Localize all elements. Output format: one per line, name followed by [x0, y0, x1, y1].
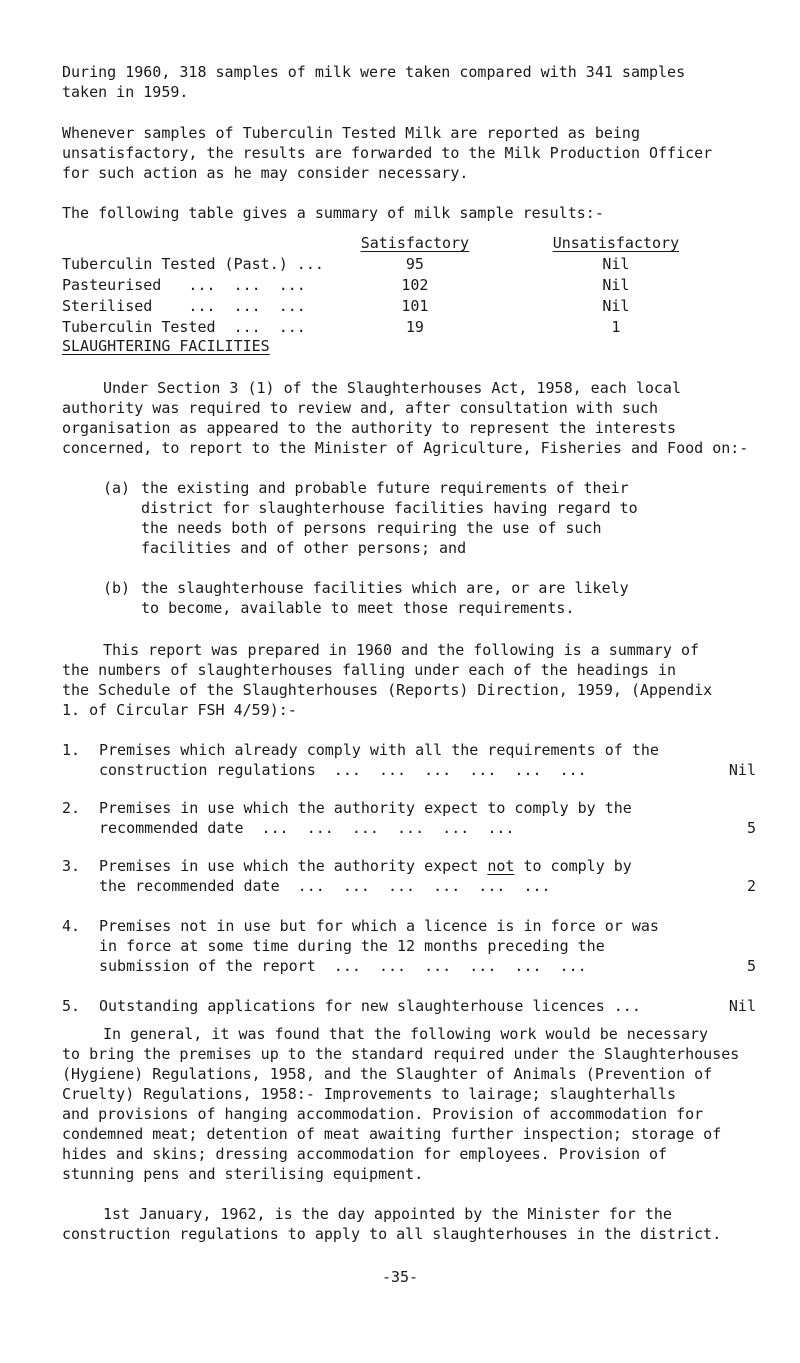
- table-header-blank: [62, 233, 324, 254]
- paragraph-line: 1st January, 1962, is the day appointed by the Minister for the: [103, 1205, 672, 1223]
- table-row: [62, 254, 726, 275]
- item-text: in force at some time during the 12 months preceding the: [99, 937, 605, 955]
- section-heading: SLAUGHTERING FACILITIES: [62, 337, 270, 355]
- intro-line: taken in 1959.: [62, 83, 189, 101]
- paragraph-line: concerned, to report to the Minister of Agriculture, Fisheries and Food on:-: [62, 439, 749, 457]
- paragraph-line: to bring the premises up to the standard required under the Slaughterhouses: [62, 1045, 740, 1063]
- list-item-a-line: district for slaughterhouse facilities having regard to: [141, 499, 638, 517]
- emphasis-not: not: [487, 857, 515, 875]
- table-row: [62, 296, 726, 317]
- table-intro: The following table gives a summary of milk sample results:-: [62, 204, 604, 222]
- row-label: Sterilised ... ... ...: [62, 297, 306, 315]
- paragraph-line: authority was required to review and, after consultation with such: [62, 399, 659, 417]
- list-item-a-line: the needs both of persons requiring the use of such: [141, 519, 602, 537]
- satisfactory-value: 95: [405, 255, 424, 273]
- item-number: 4.: [62, 917, 81, 935]
- list-item-a-line: the existing and probable future requirements of their: [141, 479, 629, 497]
- item-value: 2: [746, 877, 756, 895]
- satisfactory-value: 19: [405, 318, 424, 336]
- row-label: Tuberculin Tested (Past.) ...: [62, 255, 324, 273]
- item-text: construction regulations ... ... ... ... ... ...: [99, 761, 587, 779]
- list-marker-b: (b): [103, 579, 131, 597]
- item-number: 1.: [62, 741, 81, 759]
- item-value: Nil: [728, 761, 756, 779]
- unsatisfactory-value: Nil: [602, 255, 630, 273]
- item-text: submission of the report ... ... ... ... ... ...: [99, 957, 587, 975]
- list-item-b-line: to become, available to meet those requirements.: [141, 599, 575, 617]
- item-value: Nil: [728, 997, 756, 1015]
- paragraph-line: the Schedule of the Slaughterhouses (Reports) Direction, 1959, (Appendix: [62, 681, 713, 699]
- unsatisfactory-value: Nil: [602, 276, 630, 294]
- paragraph-line: Whenever samples of Tuberculin Tested Milk are reported as being: [62, 124, 640, 142]
- paragraph-line: This report was prepared in 1960 and the following is a summary of: [103, 641, 700, 659]
- paragraph-line: organisation as appeared to the authority to represent the interests: [62, 419, 677, 437]
- paragraph-line: unsatisfactory, the results are forwarded to the Milk Production Officer: [62, 144, 713, 162]
- table-row: [62, 317, 726, 338]
- paragraph-line: the numbers of slaughterhouses falling under each of the headings in: [62, 661, 677, 679]
- item-text: the recommended date ... ... ... ... ... ...: [99, 877, 551, 895]
- paragraph-line: (Hygiene) Regulations, 1958, and the Slaughter of Animals (Prevention of: [62, 1065, 713, 1083]
- list-item-a-line: facilities and of other persons; and: [141, 539, 467, 557]
- item-text: Premises which already comply with all the requirements of the: [99, 741, 659, 759]
- milk-results-table: [62, 233, 726, 338]
- item-text: recommended date ... ... ... ... ... ...: [99, 819, 515, 837]
- item-number: 5.: [62, 997, 81, 1015]
- paragraph-line: and provisions of hanging accommodation. Provision of accommodation for: [62, 1105, 704, 1123]
- list-item-b-line: the slaughterhouse facilities which are, or are likely: [141, 579, 629, 597]
- table-row: [62, 275, 726, 296]
- column-header-unsatisfactory: Unsatisfactory: [552, 234, 680, 252]
- item-number: 2.: [62, 799, 81, 817]
- row-label: Tuberculin Tested ... ...: [62, 318, 306, 336]
- item-text: Premises not in use but for which a licence is in force or was: [99, 917, 659, 935]
- satisfactory-value: 101: [401, 297, 429, 315]
- list-marker-a: (a): [103, 479, 131, 497]
- paragraph-line: Under Section 3 (1) of the Slaughterhouses Act, 1958, each local: [103, 379, 681, 397]
- paragraph-line: hides and skins; dressing accommodation for employees. Provision of: [62, 1145, 668, 1163]
- intro-line: During 1960, 318 samples of milk were taken compared with 341 samples: [62, 63, 686, 81]
- paragraph-line: stunning pens and sterilising equipment.: [62, 1165, 424, 1183]
- item-value: 5: [746, 819, 756, 837]
- unsatisfactory-value: Nil: [602, 297, 630, 315]
- paragraph-line: construction regulations to apply to all slaughterhouses in the district.: [62, 1225, 722, 1243]
- table-header-row: [62, 233, 726, 254]
- unsatisfactory-value: 1: [611, 318, 621, 336]
- item-text: Premises in use which the authority expect to comply by the: [99, 799, 632, 817]
- paragraph-line: In general, it was found that the following work would be necessary: [103, 1025, 709, 1043]
- paragraph-line: 1. of Circular FSH 4/59):-: [62, 701, 297, 719]
- paragraph-line: condemned meat; detention of meat awaiting further inspection; storage of: [62, 1125, 722, 1143]
- page-number: -35-: [381, 1268, 419, 1286]
- row-label: Pasteurised ... ... ...: [62, 276, 306, 294]
- item-text: Premises in use which the authority expect not to comply by: [99, 857, 632, 875]
- item-number: 3.: [62, 857, 81, 875]
- paragraph-line: Cruelty) Regulations, 1958:- Improvements to lairage; slaughterhalls: [62, 1085, 677, 1103]
- item-value: 5: [746, 957, 756, 975]
- satisfactory-value: 102: [401, 276, 429, 294]
- item-text: Outstanding applications for new slaughterhouse licences ...: [99, 997, 641, 1015]
- column-header-satisfactory: Satisfactory: [360, 234, 470, 252]
- paragraph-line: for such action as he may consider necessary.: [62, 164, 469, 182]
